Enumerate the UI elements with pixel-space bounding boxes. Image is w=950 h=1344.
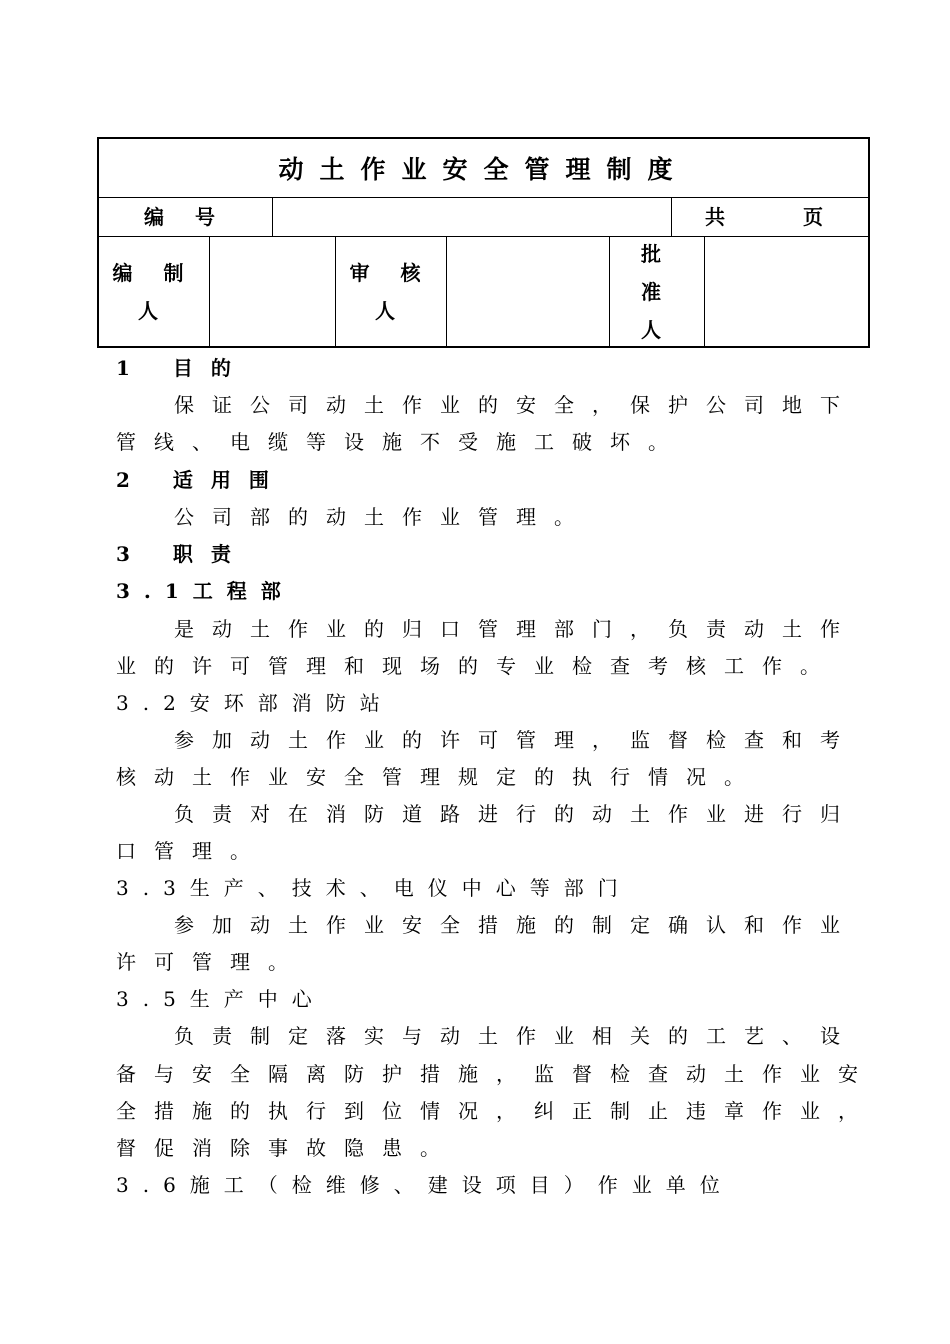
author-value: [210, 237, 335, 346]
approver-label: [610, 237, 704, 346]
pages-label: [672, 198, 868, 236]
paragraph-line: 督促消除事故隐患。: [116, 1136, 458, 1160]
paragraph-line: 核动土作业安全管理规定的执行情况。: [116, 765, 762, 789]
section-heading-duties: 3 职责: [116, 542, 249, 566]
paragraph-line: 管线、电缆等设施不受施工破坏。: [116, 430, 686, 454]
paragraph-line: 公司部的动土作业管理。: [174, 505, 592, 529]
number-label: 编 号: [144, 205, 227, 229]
reviewer-label-1: 审 核: [349, 260, 433, 285]
subsection-heading: 3.2安环部消防站: [116, 691, 394, 715]
paragraph-line: 负责制定落实与动土作业相关的工艺、设: [174, 1024, 858, 1048]
paragraph-line: 许可管理。: [116, 950, 306, 974]
approver-label-1: 批: [641, 241, 673, 266]
paragraph-line: 保证公司动土作业的安全，保护公司地下: [174, 393, 858, 417]
paragraph-line: 全措施的执行到位情况，纠正制止违章作业，: [116, 1099, 876, 1123]
pages-label-1: 共: [705, 205, 737, 229]
paragraph-line: 负责对在消防道路进行的动土作业进行归: [174, 802, 858, 826]
section-heading-scope: 2 适用围: [116, 468, 287, 492]
reviewer-value: [447, 237, 609, 346]
number-value: [273, 198, 671, 236]
paragraph-line: 参加动土作业安全措施的制定确认和作业: [174, 913, 858, 937]
reviewer-label-2: 人: [375, 298, 407, 323]
author-label-1: 编 制: [112, 260, 196, 285]
author-label: [99, 237, 209, 346]
approver-value: [705, 237, 868, 346]
subsection-heading: 3.1工程部: [116, 579, 295, 603]
section-heading-purpose: 1 目的: [116, 356, 249, 380]
pages-label-2: 页: [803, 205, 835, 229]
document-title: 动土作业安全管理制度: [278, 155, 689, 184]
paragraph-line: 是动土作业的归口管理部门，负责动土作: [174, 617, 858, 641]
paragraph-line: 口管理。: [116, 839, 268, 863]
approver-label-3: 人: [641, 317, 673, 342]
subsection-heading: 3.5生产中心: [116, 987, 326, 1011]
approver-label-2: 准: [641, 279, 673, 304]
subsection-heading: 3.6施工（检维修、建设项目）作业单位: [116, 1173, 734, 1197]
paragraph-line: 参加动土作业的许可管理，监督检查和考: [174, 728, 858, 752]
subsection-heading: 3.3生产、技术、电仪中心等部门: [116, 876, 632, 900]
reviewer-label: [336, 237, 446, 346]
header-table: [97, 137, 870, 348]
paragraph-line: 备与安全隔离防护措施，监督检查动土作业安: [116, 1062, 876, 1086]
paragraph-line: 业的许可管理和现场的专业检查考核工作。: [116, 654, 838, 678]
author-label-2: 人: [138, 298, 170, 323]
